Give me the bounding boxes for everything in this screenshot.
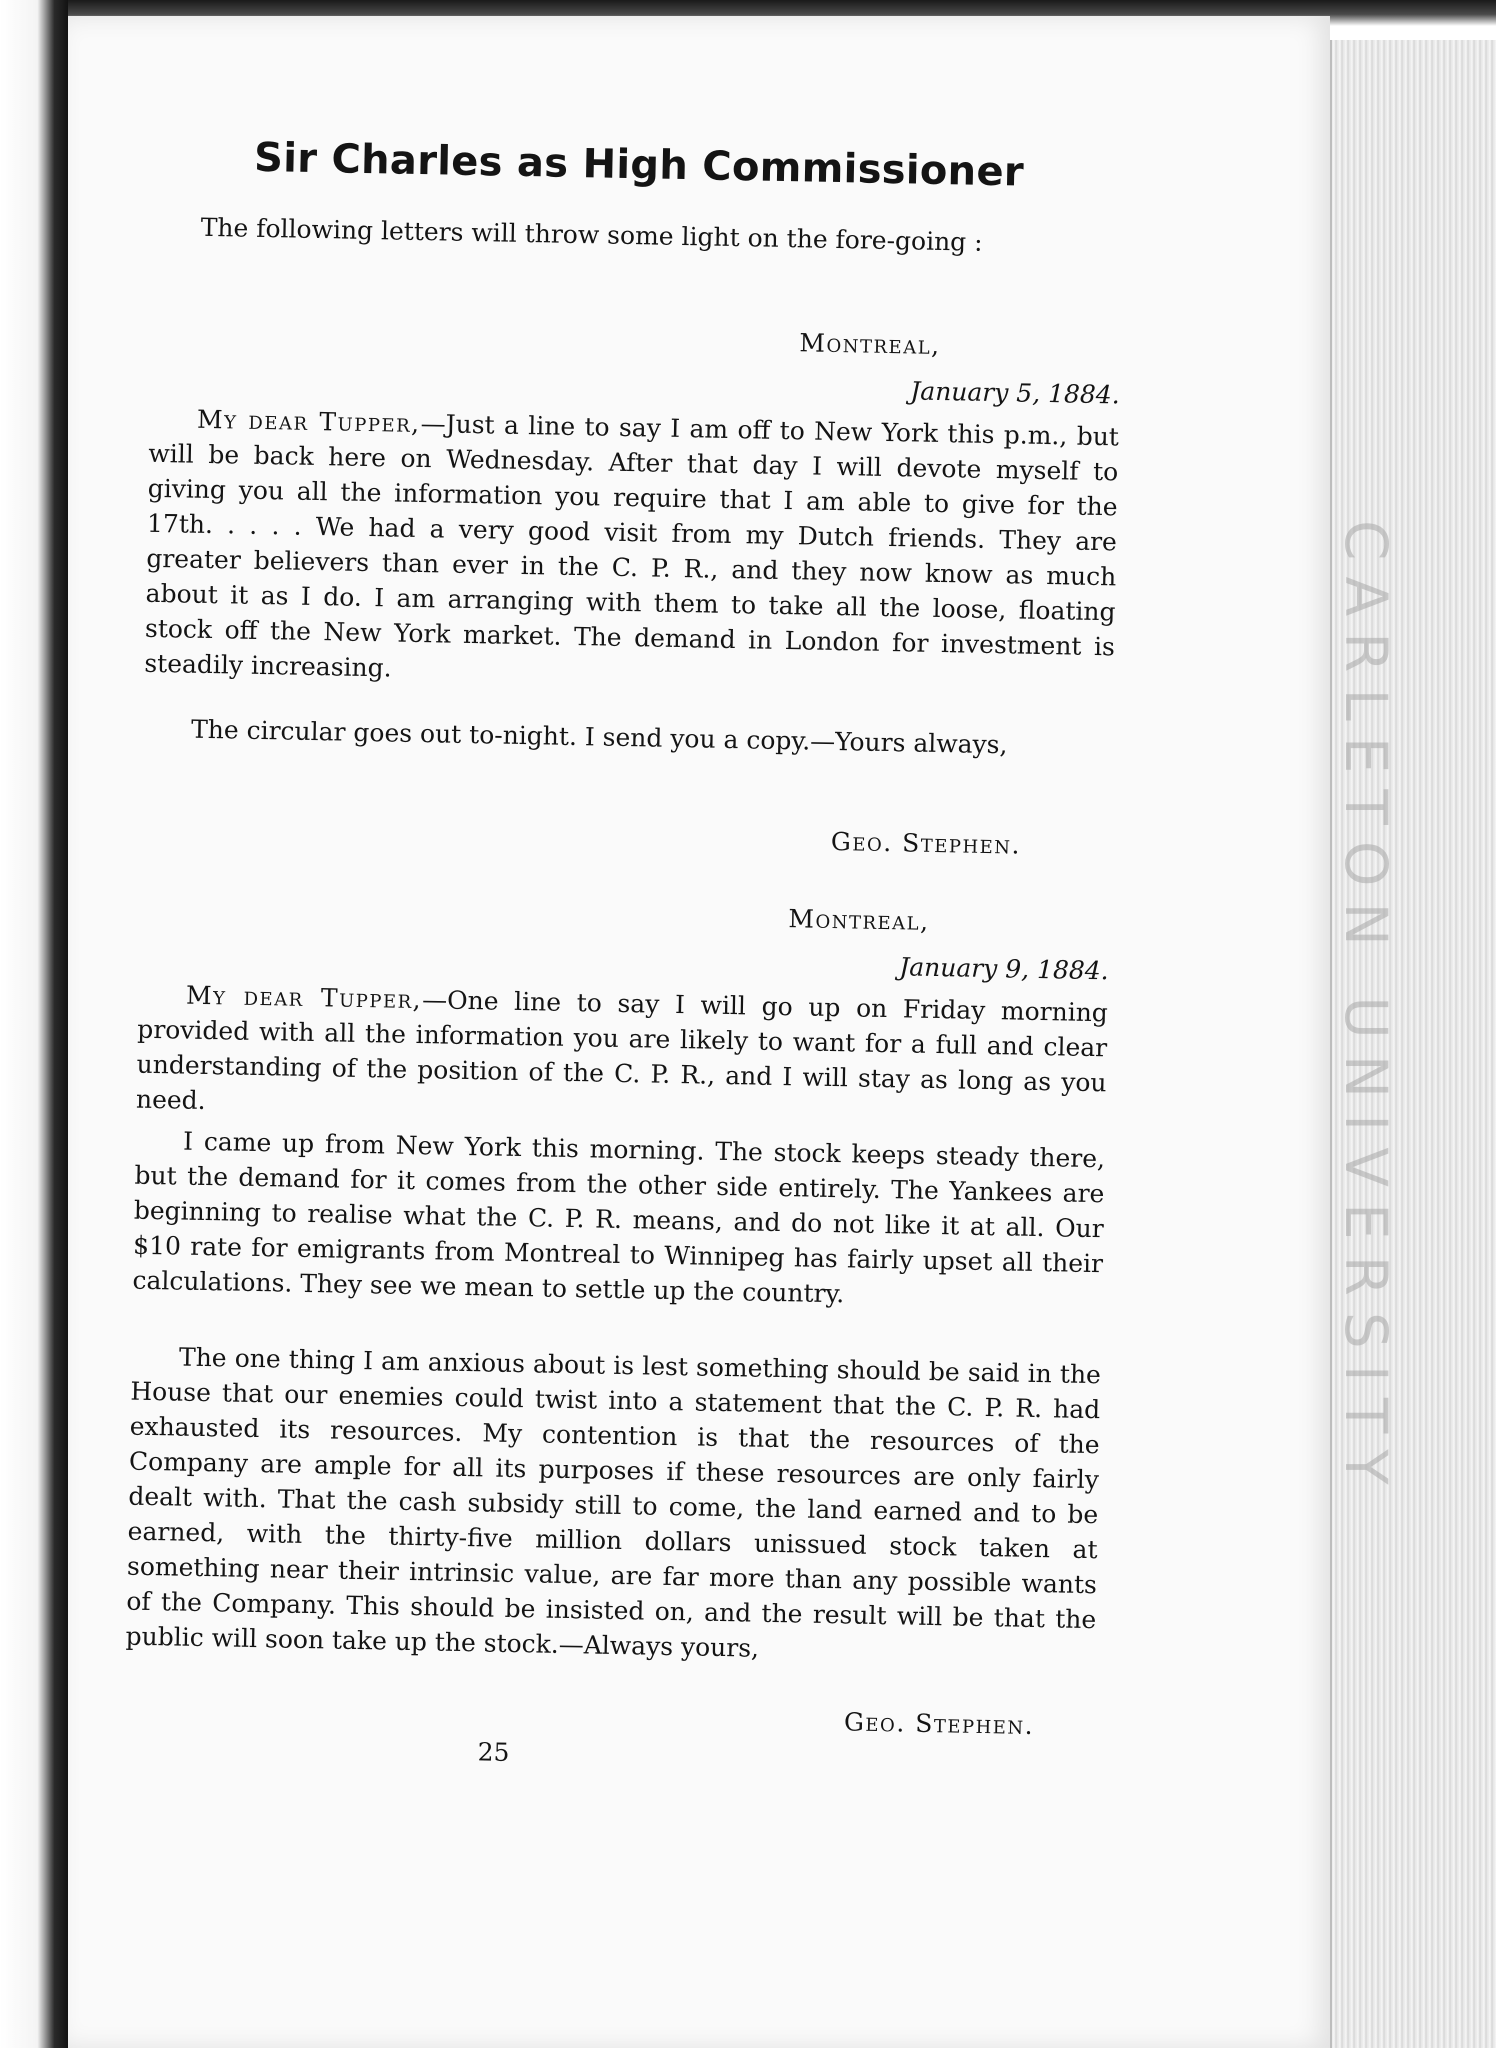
letter-1-salutation: My dear Tupper, <box>196 404 421 439</box>
letter-2-body <box>136 977 1109 1136</box>
letter-2-paragraph-3: The one thing I am anxious about is lest something should be said in the House that our enemies could twist into a statement that the C. P. R. had exhausted its resources. My contention is that the resources of the Company are ample for all its purposes if these resources are only fairly dealt with. That the cash subsidy still to come, the land earned and to be earned, with the thirty-five million dollars unissued stock taken at something near their intrinsic value, are far more than any possible wants of the Company. This should be insisted on, and the result will be that the public will soon take up the stock.—Always yours, <box>125 1342 1102 1663</box>
intro-paragraph: The following letters will throw some light on the fore-going : <box>200 212 983 257</box>
page-number: 25 <box>477 1737 510 1767</box>
library-stamp: CARLETON UNIVERSITY <box>1332 520 1400 1501</box>
letter-2-salutation: My dear Tupper, <box>185 980 423 1015</box>
page-content <box>118 0 1127 2057</box>
letter-2-place: Montreal, <box>788 904 930 936</box>
letter-2-paragraph-1: —One line to say I will go up on Friday morning provided with all the information you are likely to want for a full and clear understanding of the position of the C. P. R., and I will stay as long as you need. <box>135 985 1109 1116</box>
letter-1-signature: Geo. Stephen. <box>830 826 1022 860</box>
letter-2-signature: Geo. Stephen. <box>843 1707 1035 1741</box>
page-title: Sir Charles as High Commissioner <box>253 134 1025 196</box>
letter-1-paragraph-1: —Just a line to say I am off to New York this p.m., but will be back here on Wednesday. After that day I will devote myself to giving you all the information you require that I am able to give for the 17th. . . . . We had a very good visit from my Dutch friends. They are greater believers than ever in the C. P. R., and they now know as much about it as I do. I am arranging with them to take all the loose, floating stock off the New York market. The demand in London for investment is steadily increasing. <box>144 409 1120 683</box>
facing-page-edge <box>0 0 68 2048</box>
letter-1-place: Montreal, <box>799 328 941 360</box>
letter-1-body <box>144 401 1119 700</box>
letter-2-paragraph-2: I came up from New York this morning. The stock keeps steady there, but the demand for it comes from the other side entirely. The Yankees are beginning to realise what the C. P. R. means, and do not like it at all. Our $10 rate for emigrants from Montreal to Winnipeg has fairly upset all their calculations. They see we mean to settle up the country. <box>132 1126 1106 1309</box>
letter-1-date: January 5, 1884. <box>910 376 1120 410</box>
letter-1-paragraph-2: The circular goes out to-night. I send you a copy.—Yours always, <box>190 714 1008 760</box>
letter-2-date: January 9, 1884. <box>898 952 1109 986</box>
